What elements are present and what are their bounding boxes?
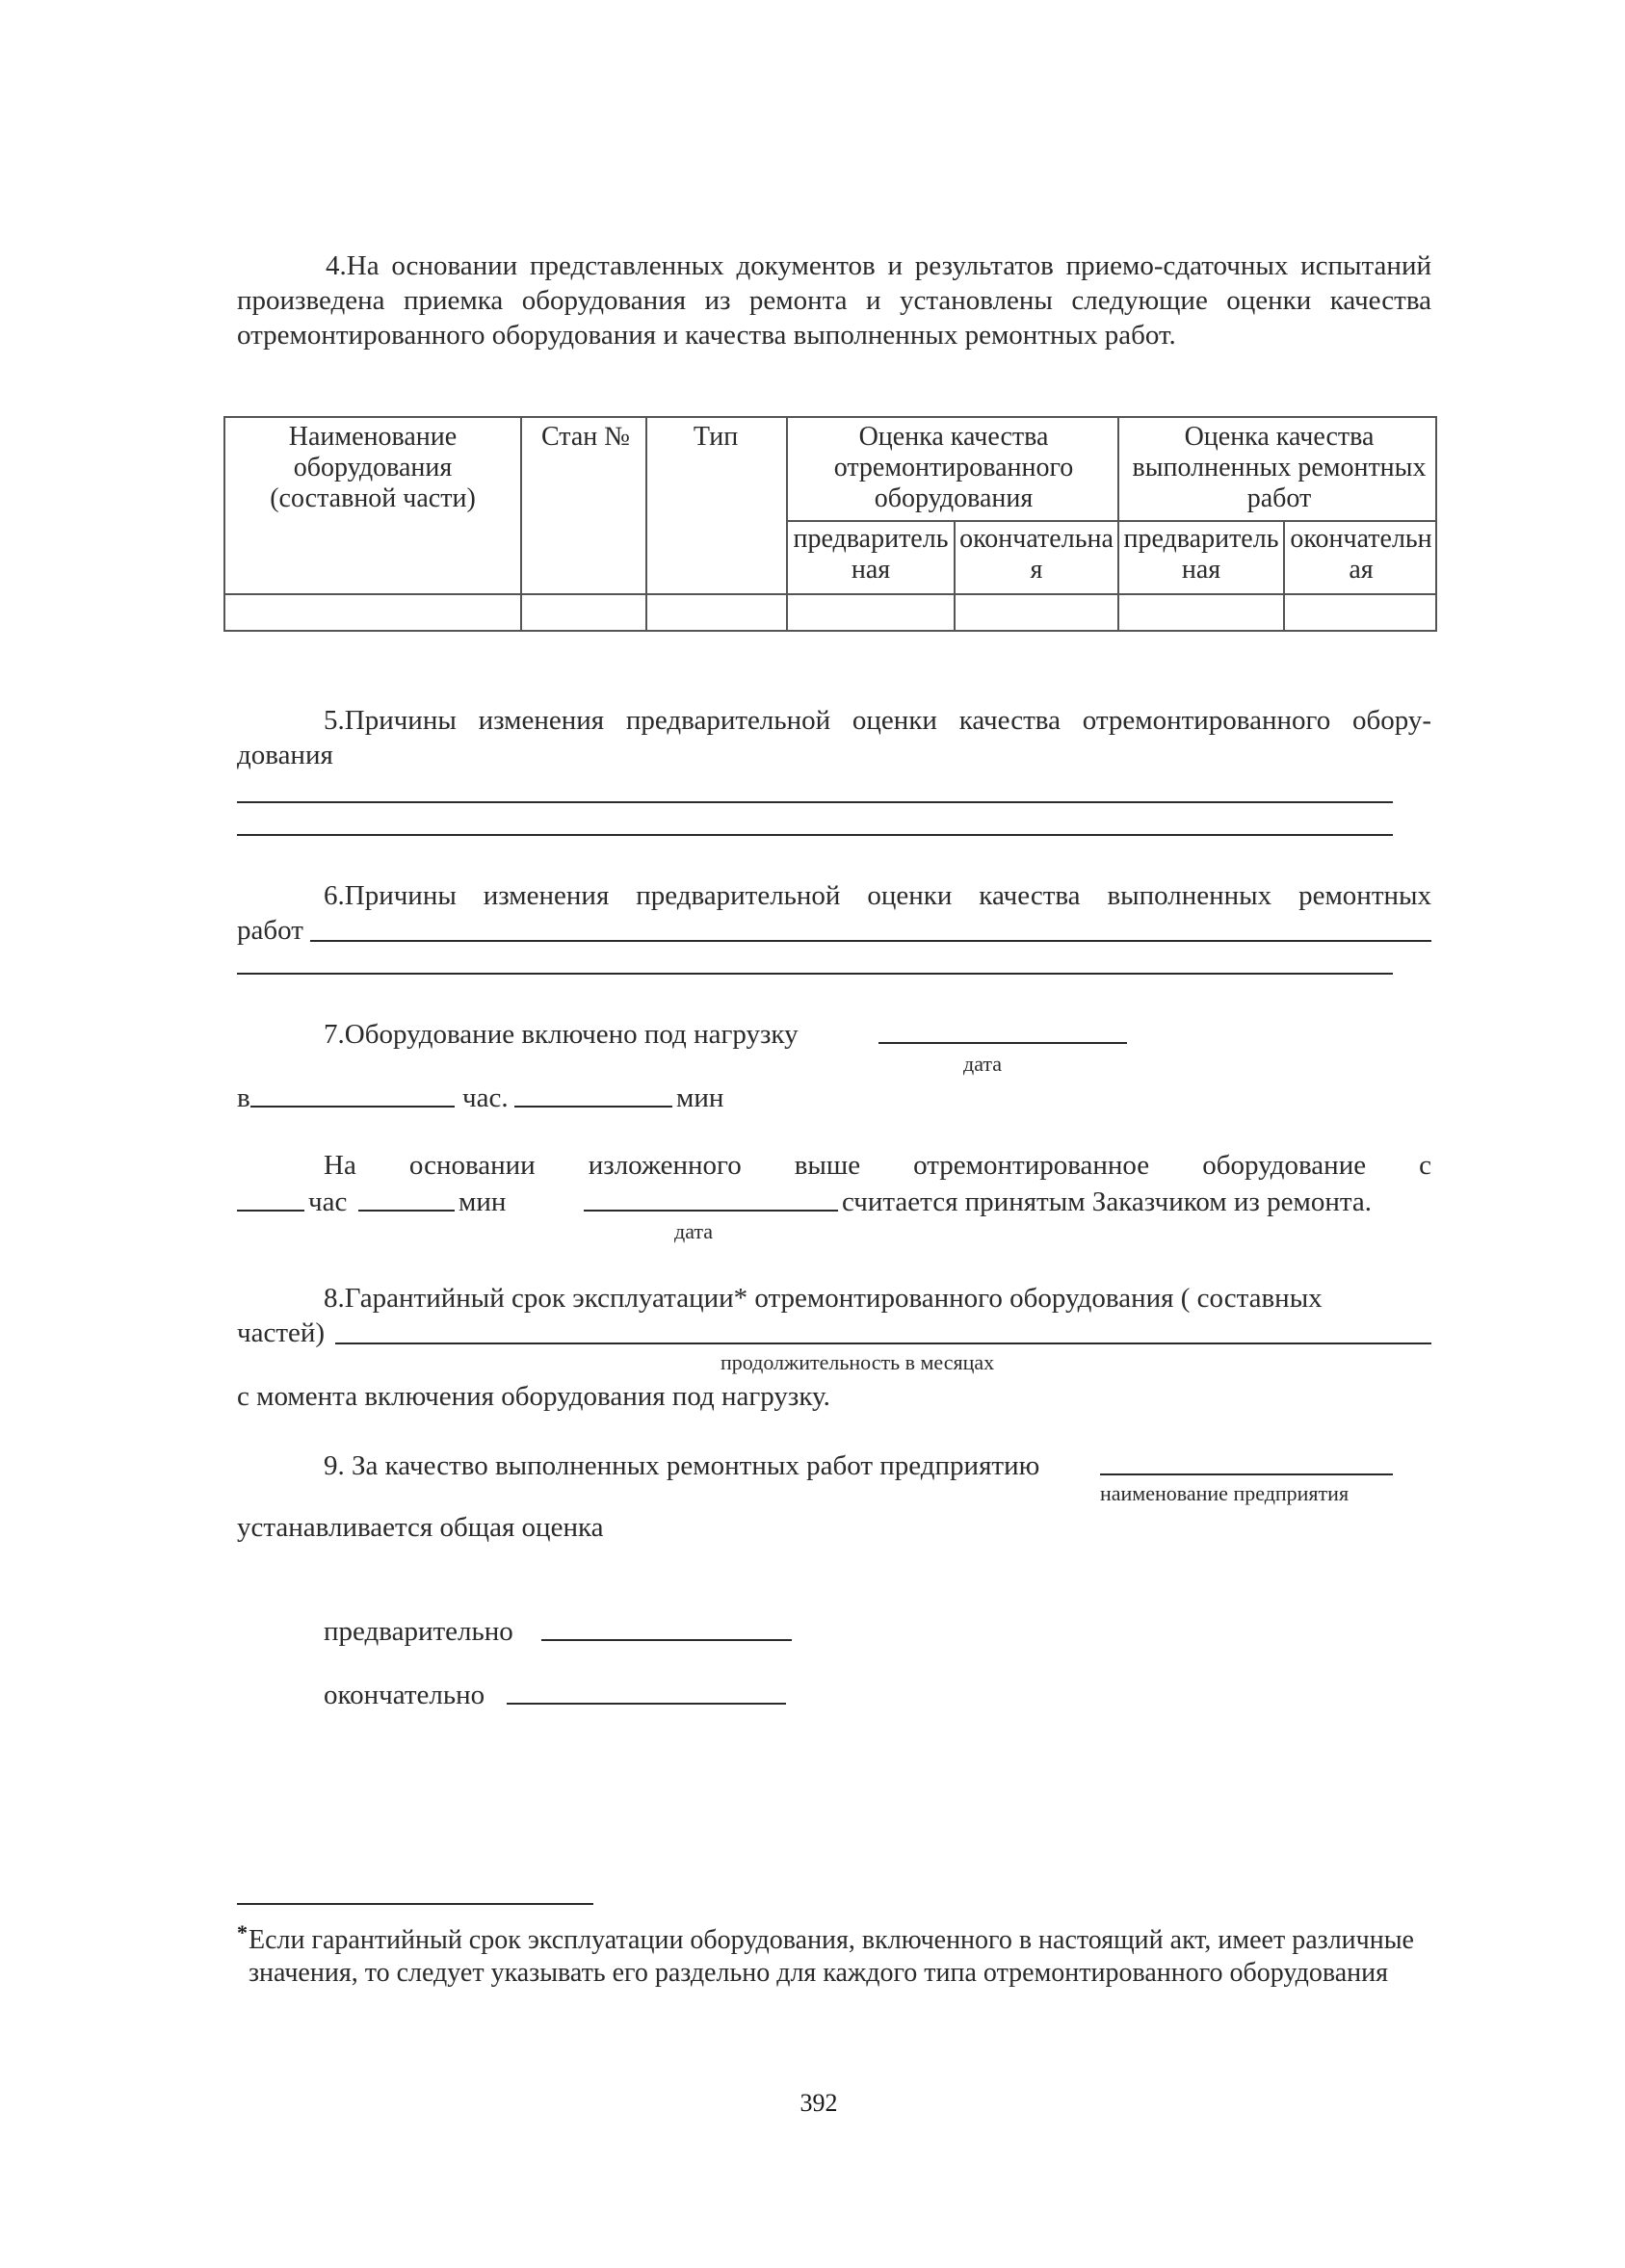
section-5-line1: 5.Причины изменения предварительной оценки качества отремонтированного обору- bbox=[324, 705, 1431, 736]
header-equipment-quality: Оценка качества отремонтированного оборудования bbox=[833, 422, 1074, 513]
section-7-date-caption: дата bbox=[963, 1052, 1003, 1076]
section-9-enterprise-blank[interactable] bbox=[1100, 1473, 1393, 1475]
header-stan-number: Стан № bbox=[540, 422, 630, 452]
section-7-min-blank[interactable] bbox=[514, 1106, 672, 1108]
conclusion-line1: На основании изложенного выше отремонтированное оборудование с bbox=[324, 1150, 1431, 1181]
header-equipment-name: Наименование оборудования (составной части) bbox=[270, 422, 476, 513]
section-5-line2: дования bbox=[237, 740, 333, 770]
section-6-blank-1[interactable] bbox=[310, 940, 1431, 942]
section-4-paragraph: 4.На основании представленных документов и результатов приемо-сдаточных испытаний произведена приемка оборудования из ремонта и установлены следующие оценки качества отремонтированного оборудования и качества выполненных ремонтных работ. bbox=[237, 250, 1431, 351]
section-7-date-blank[interactable] bbox=[878, 1042, 1127, 1044]
subheader-work-prelim: предварительная bbox=[1123, 524, 1279, 585]
page-number: 392 bbox=[799, 2089, 838, 2117]
conclusion-tail: считается принятым Заказчиком из ремонта. bbox=[842, 1186, 1372, 1217]
section-6-line2: работ bbox=[237, 915, 303, 946]
conclusion-date-blank[interactable] bbox=[584, 1210, 838, 1212]
final-label: окончательно bbox=[324, 1680, 485, 1710]
conclusion-hour-blank[interactable] bbox=[237, 1210, 304, 1212]
footnote-text: Если гарантийный срок эксплуатации оборудования, включенного в настоящий акт, имеет различные значения, то следует указывать его раздельно для каждого типа отремонтированного оборудования bbox=[249, 1925, 1414, 1988]
conclusion-min-blank[interactable] bbox=[358, 1210, 455, 1212]
section-7-text: 7.Оборудование включено под нагрузку bbox=[324, 1019, 799, 1050]
quality-assessment-table bbox=[223, 416, 1437, 632]
final-blank[interactable] bbox=[507, 1703, 786, 1705]
header-type: Тип bbox=[693, 422, 739, 452]
section-7-hour-label: час. bbox=[462, 1082, 509, 1113]
section-9-text: 9. За качество выполненных ремонтных работ предприятию bbox=[324, 1450, 1040, 1481]
prelim-label: предварительно bbox=[324, 1616, 513, 1647]
header-work-quality: Оценка качества выполненных ремонтных работ bbox=[1132, 422, 1427, 513]
section-8-caption: продолжительность в месяцах bbox=[721, 1350, 995, 1374]
section-5-blank-2[interactable] bbox=[237, 834, 1393, 836]
section-7-hour-blank[interactable] bbox=[250, 1106, 455, 1108]
section-9-caption: наименование предприятия bbox=[1100, 1481, 1350, 1505]
section-8-line1: 8.Гарантийный срок эксплуатации* отремонтированного оборудования ( составных bbox=[324, 1283, 1323, 1314]
section-7-prefix-v: в bbox=[237, 1082, 250, 1113]
conclusion-date-caption: дата bbox=[674, 1219, 714, 1243]
section-5-blank-1[interactable] bbox=[237, 801, 1393, 803]
conclusion-min-label: мин bbox=[459, 1186, 507, 1217]
subheader-work-final: окончательная bbox=[1290, 524, 1432, 585]
prelim-blank[interactable] bbox=[541, 1639, 792, 1641]
footnote-separator bbox=[237, 1903, 593, 1905]
footnote-marker: * bbox=[237, 1920, 248, 1944]
section-6-blank-2[interactable] bbox=[237, 973, 1393, 975]
section-7-min-label: мин bbox=[676, 1082, 724, 1113]
section-8-line3: с момента включения оборудования под нагрузку. bbox=[237, 1381, 830, 1412]
subheader-equipment-prelim: предварительная bbox=[793, 524, 949, 585]
section-6-line1: 6.Причины изменения предварительной оценки качества выполненных ремонтных bbox=[324, 880, 1431, 911]
section-9-line2: устанавливается общая оценка bbox=[237, 1512, 604, 1543]
conclusion-hour-label: час bbox=[308, 1186, 348, 1217]
section-8-line2: частей) bbox=[237, 1317, 326, 1348]
subheader-equipment-final: окончательная bbox=[959, 524, 1114, 585]
section-8-duration-blank[interactable] bbox=[335, 1343, 1431, 1344]
